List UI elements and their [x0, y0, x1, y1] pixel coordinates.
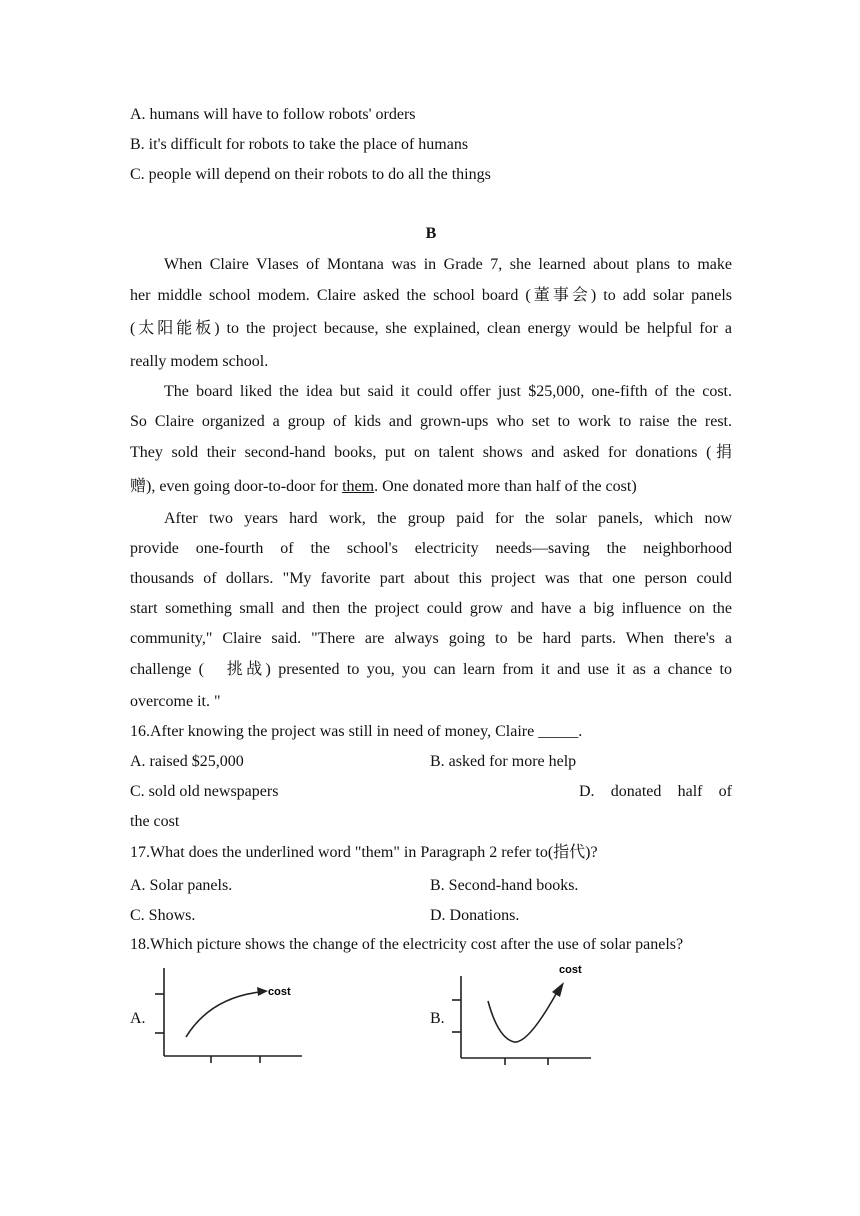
question-16-stem: 16.After knowing the project was still in need of money, Claire _____. [130, 723, 583, 740]
passage-p3-line4: start something small and then the project could grow and have a big influence on the [130, 600, 732, 617]
passage-p2-text-after: . One donated more than half of the cost) [374, 478, 637, 495]
graph-b-label: cost [559, 964, 582, 976]
passage-p1-line1: When Claire Vlases of Montana was in Grade 7, she learned about plans to make [164, 256, 732, 273]
passage-p3-line3: thousands of dollars. "My favorite part about this project was that one person could [130, 570, 732, 587]
graph-b [448, 958, 598, 1068]
passage-p1-line2: her middle school modem. Claire asked the school board (董事会) to add solar panels [130, 287, 732, 304]
question-18-stem: 18.Which picture shows the change of the electricity cost after the use of solar panels? [130, 936, 684, 953]
passage-p3-line7: overcome it. " [130, 693, 221, 710]
passage-p3-line6: challenge ( 挑战) presented to you, you can learn from it and use it as a chance to [130, 661, 732, 678]
question-17-option-d: D. Donations. [430, 907, 520, 924]
question-16-option-b: B. asked for more help [430, 753, 577, 770]
prev-option-c: C. people will depend on their robots to do all the things [130, 166, 491, 183]
passage-p3-line1: After two years hard work, the group paid for the solar panels, which now [164, 510, 732, 527]
question-18-option-b: B. [430, 1010, 445, 1027]
graph-a [150, 960, 310, 1065]
question-16-option-d: D. donated half of [579, 783, 732, 800]
prev-option-a: A. humans will have to follow robots' orders [130, 106, 416, 123]
question-17-option-a: A. Solar panels. [130, 877, 233, 894]
passage-p1-line4: really modem school. [130, 353, 269, 370]
graph-a-label: cost [268, 986, 291, 998]
question-16-option-a: A. raised $25,000 [130, 753, 244, 770]
question-17-stem: 17.What does the underlined word "them" in Paragraph 2 refer to(指代)? [130, 844, 598, 861]
question-17-option-b: B. Second-hand books. [430, 877, 579, 894]
prev-option-b: B. it's difficult for robots to take the place of humans [130, 136, 469, 153]
passage-p3-line5: community," Claire said. "There are always going to be hard parts. When there's a [130, 630, 732, 647]
graph-b-arrowhead [552, 982, 564, 997]
passage-p1-line3: (太阳能板) to the project because, she explained, clean energy would be helpful for a [130, 320, 732, 337]
passage-p2-line4 [130, 477, 637, 497]
graph-b-curve [488, 994, 556, 1042]
passage-p2-line1: The board liked the idea but said it could offer just $25,000, one-fifth of the cost. [164, 383, 732, 400]
passage-p2-line3: They sold their second-hand books, put on talent shows and asked for donations (捐 [130, 444, 732, 461]
graph-a-arrowhead [257, 987, 268, 996]
question-16-option-d-cont: the cost [130, 813, 180, 830]
section-title: B [425, 225, 437, 242]
passage-p2-line2: So Claire organized a group of kids and grown-ups who set to work to raise the rest. [130, 413, 732, 430]
question-17-option-c: C. Shows. [130, 907, 196, 924]
underlined-word-them: them [342, 478, 375, 495]
question-16-option-c: C. sold old newspapers [130, 783, 279, 800]
graph-a-curve [186, 992, 260, 1037]
passage-p3-line2: provide one-fourth of the school's electricity needs—saving the neighborhood [130, 540, 732, 557]
question-18-option-a: A. [130, 1010, 146, 1027]
passage-p2-text-before: 赠), even going door-to-door for [130, 478, 343, 495]
